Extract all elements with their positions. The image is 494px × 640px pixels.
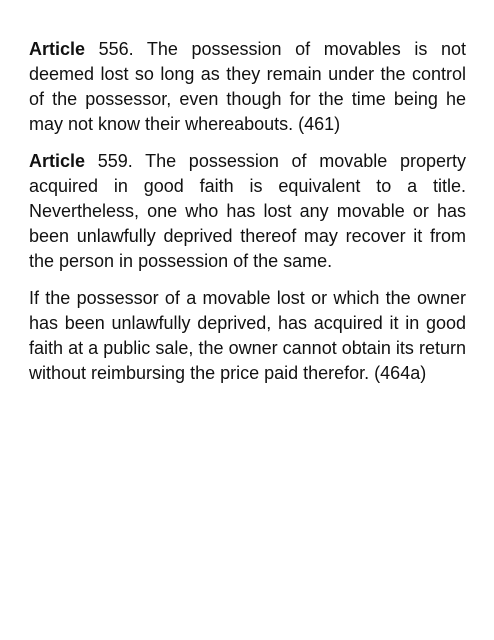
article-559-paragraph: [29, 149, 466, 274]
article-559-second-paragraph: [29, 286, 466, 386]
article-label: Article: [29, 151, 86, 171]
document-page: [29, 37, 466, 386]
article-556-paragraph: [29, 37, 466, 137]
article-556-text: 556. The possession of movables is not deemed lost so long as they remain under the control of the possessor, even though for the time being he may not know their whereabouts. (461): [29, 39, 466, 134]
article-559-continuation-text: If the possessor of a movable lost or which the owner has been unlawfully deprived, has acquired it in good faith at a public sale, the owner cannot obtain its return without reimbursing the price paid therefor. (464a): [29, 288, 466, 383]
article-559-text: 559. The possession of movable property acquired in good faith is equivalent to a title. Nevertheless, one who has lost any movable or has been unlawfully deprived thereof may recover it from the person in possession of the same.: [29, 151, 466, 271]
article-label: Article: [29, 39, 86, 59]
